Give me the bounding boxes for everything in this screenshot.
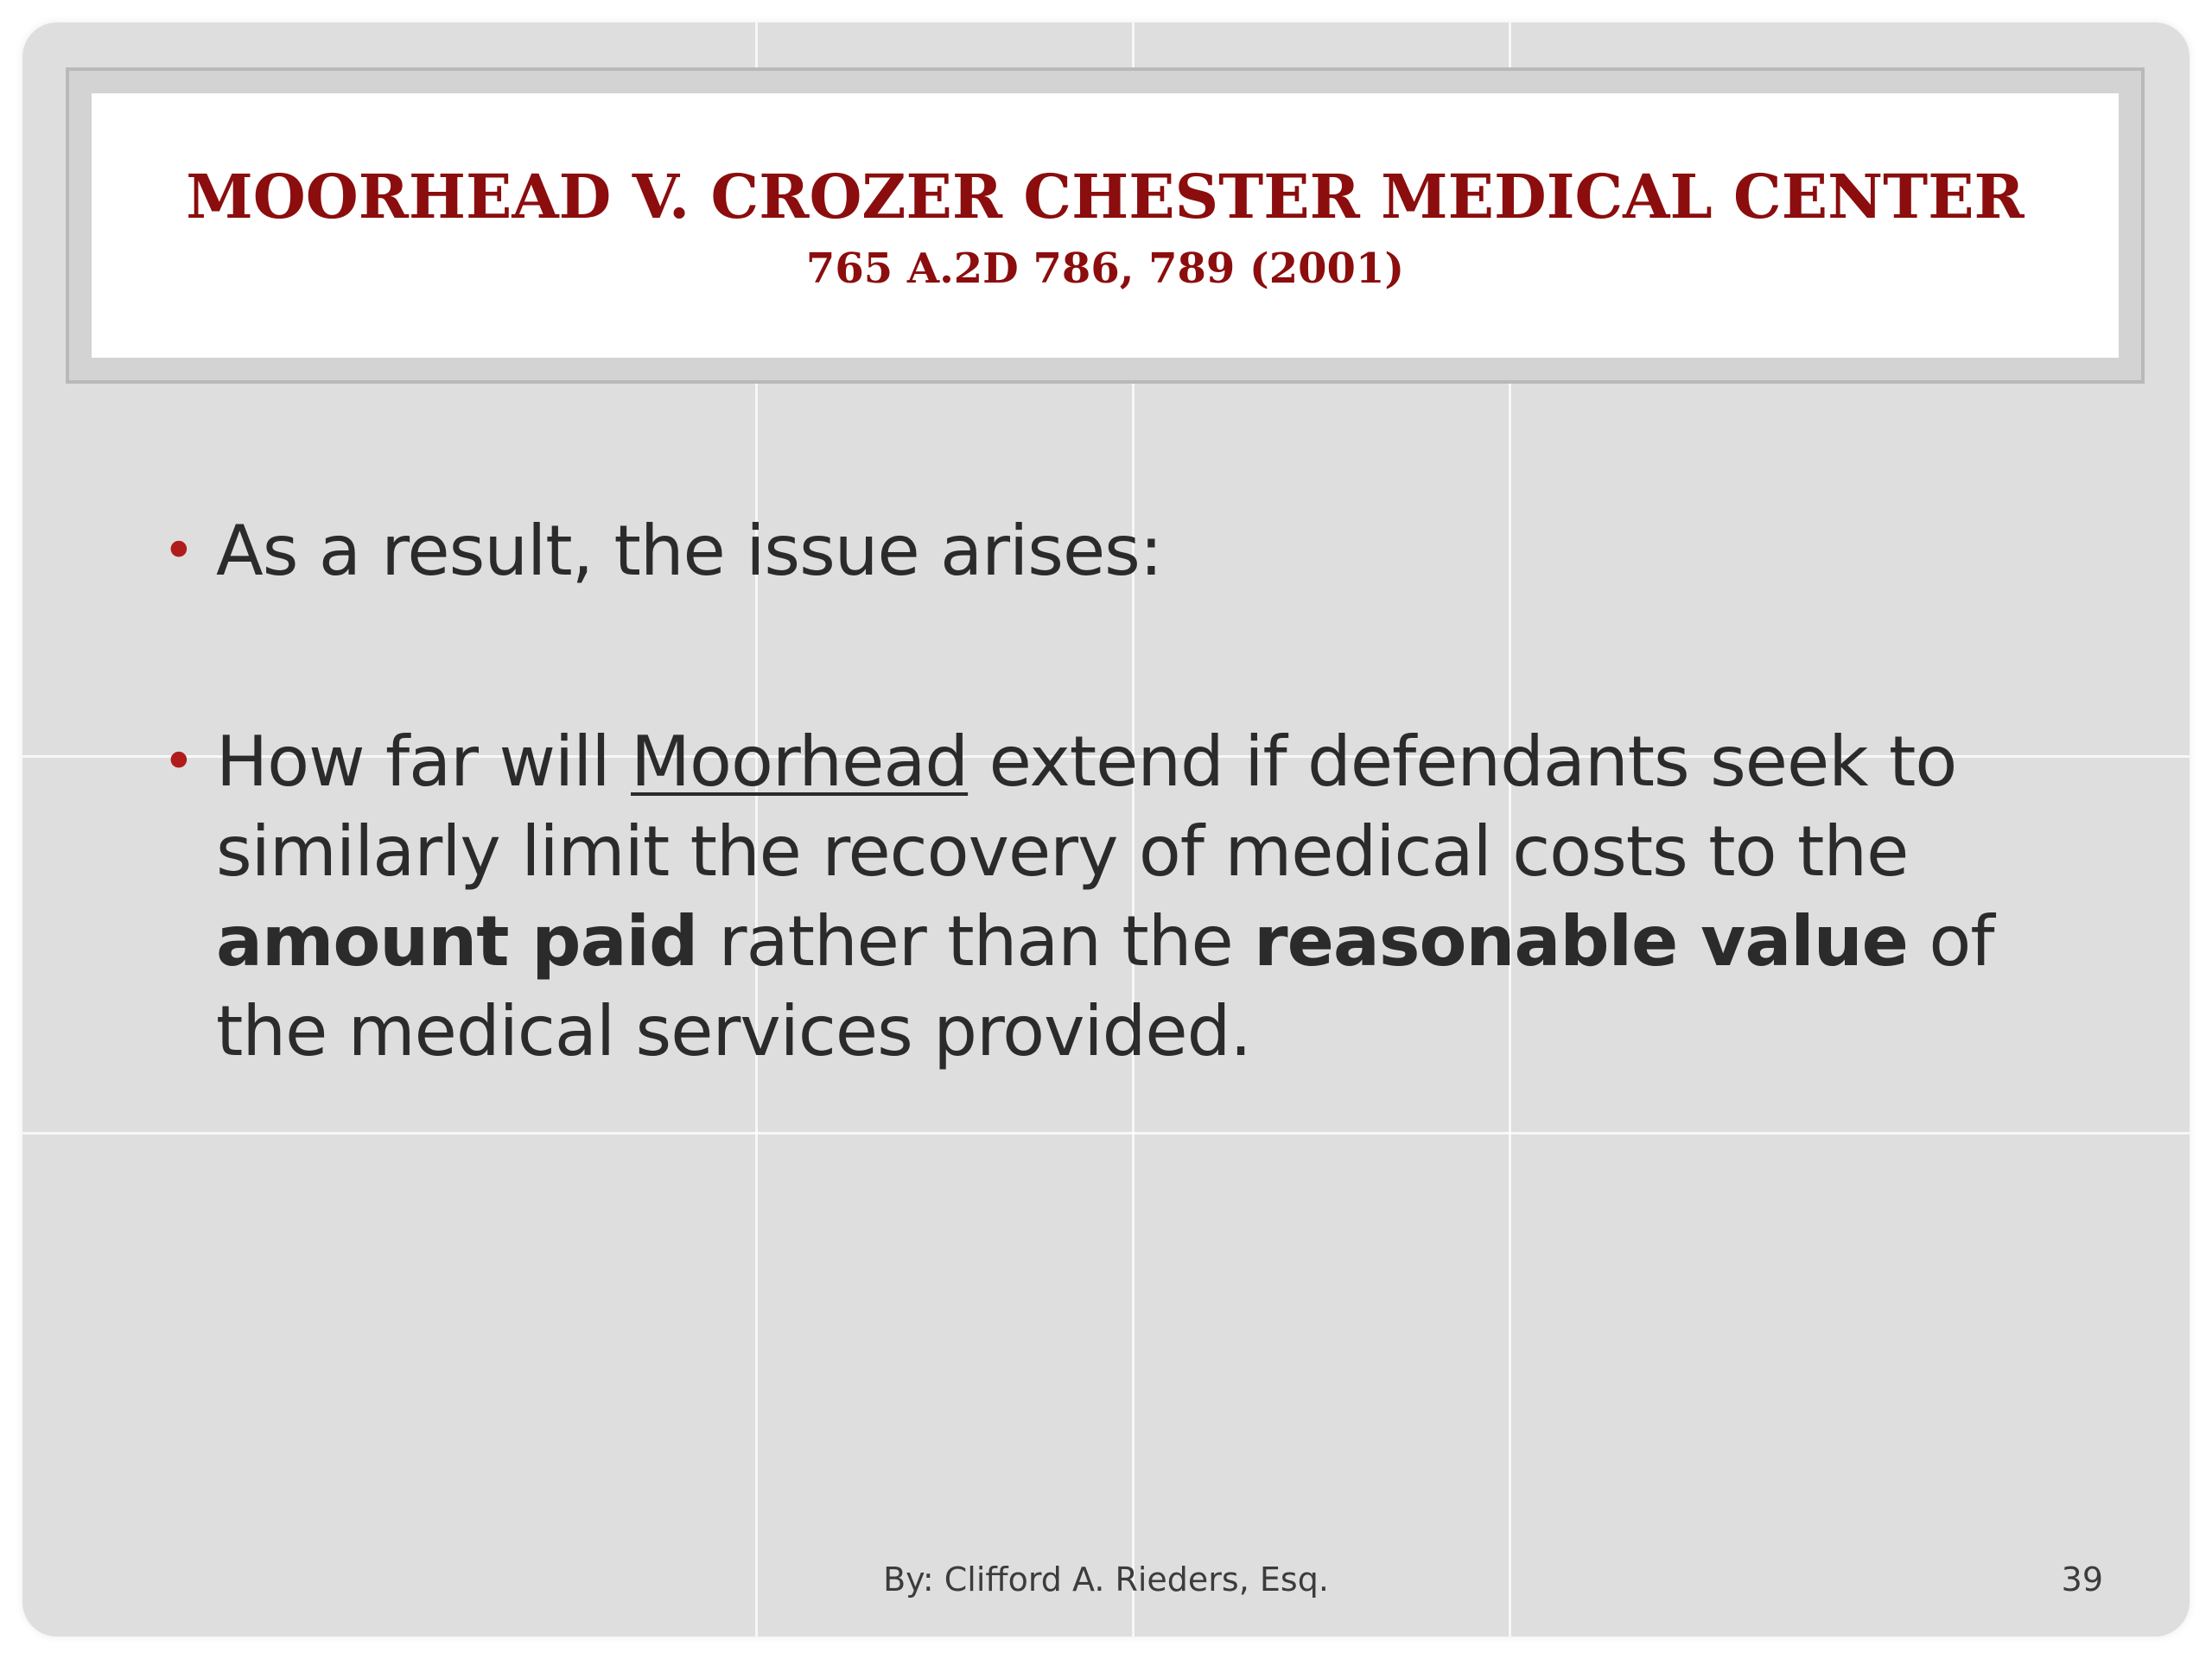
footer-author: By: Clifford A. Rieders, Esq.	[883, 1560, 1329, 1599]
case-name-underlined: Moorhead	[631, 721, 969, 802]
case-citation: 765 A.2D 786, 789 (2001)	[805, 245, 1405, 293]
bullet-text: As a result, the issue arises:	[216, 511, 1162, 591]
background-grid-line	[22, 1132, 2190, 1135]
bullet-text-part: extend if defendants seek to similarly limit the recovery of medical costs to the	[216, 721, 1957, 892]
bullet-marker-icon: •	[162, 730, 194, 794]
slide-title: MOORHEAD V. CROZER CHESTER MEDICAL CENTER	[186, 161, 2024, 232]
bullet-list	[149, 506, 2093, 1077]
bullet-text-part: How far will	[216, 721, 632, 802]
title-frame	[66, 67, 2145, 384]
bullet-item	[149, 717, 2093, 1077]
bullet-text-part: of the medical services provided.	[216, 901, 1994, 1071]
page-number: 39	[2061, 1560, 2103, 1599]
bullet-text-part: rather than the	[697, 901, 1255, 982]
bold-amount-paid: amount paid	[216, 901, 698, 982]
slide	[22, 22, 2190, 1637]
bullet-marker-icon: •	[162, 519, 194, 583]
title-box	[92, 93, 2119, 358]
bullet-item	[149, 506, 2093, 596]
bold-reasonable-value: reasonable value	[1254, 901, 1908, 982]
